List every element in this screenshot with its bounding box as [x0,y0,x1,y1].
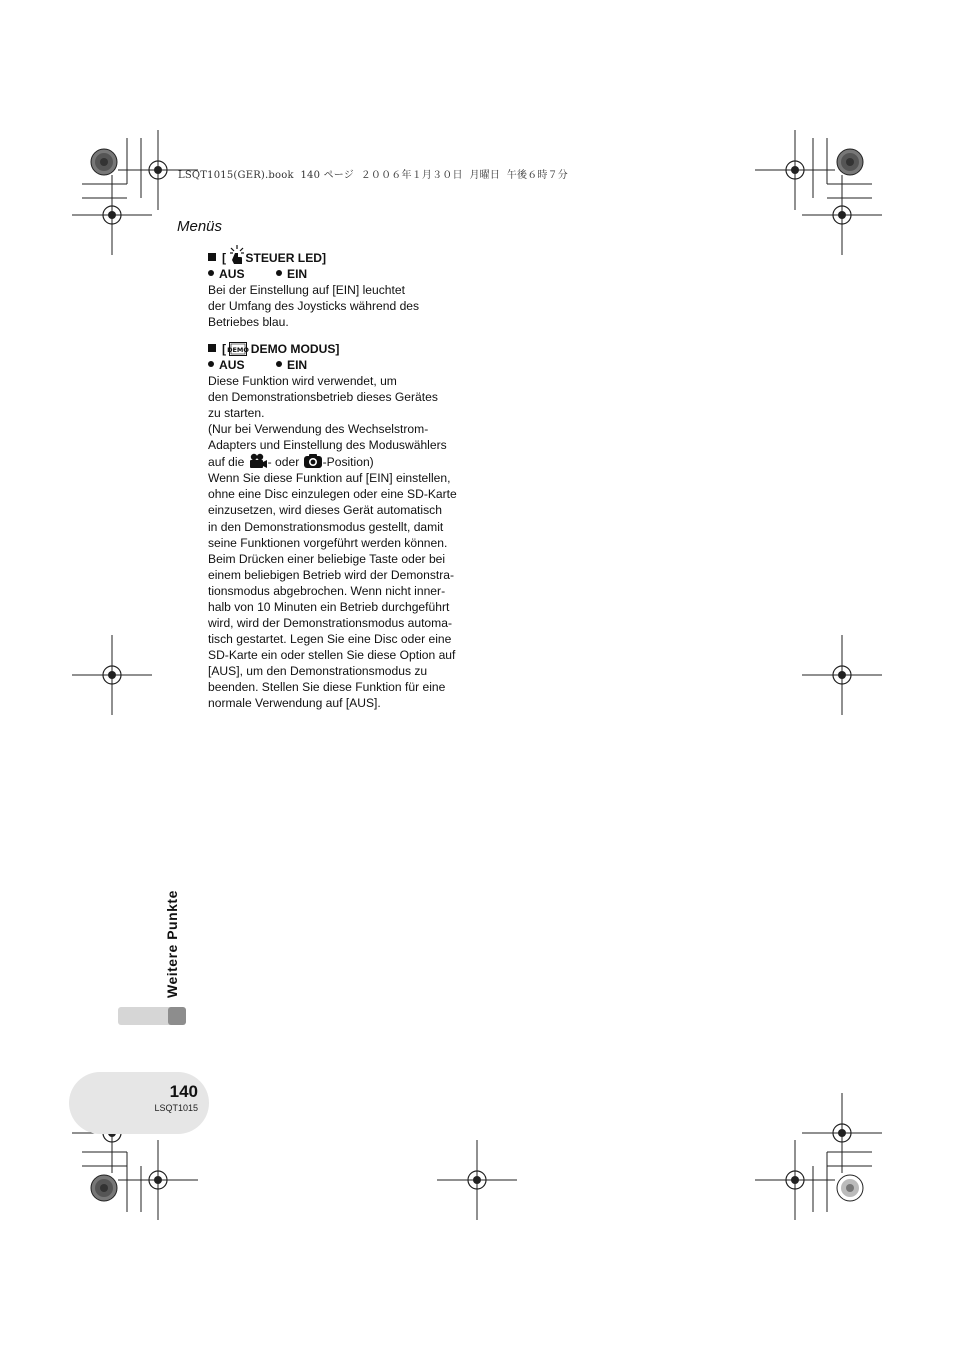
photo-camera-icon [303,453,323,469]
text-line: einzusetzen, wird dieses Gerät automatisch [208,503,442,518]
text-line: (Nur bei Verwendung des Wechselstrom- [208,422,429,437]
steuer-led-heading-text: STEUER LED] [245,251,327,265]
text-line: [AUS], um den Demonstrationsmodus zu [208,663,428,678]
text-line: Betriebes blau. [208,315,289,330]
option-ein: EIN [287,358,308,373]
text-line: seine Funktionen vorgeführt werden können. [208,535,448,550]
demo-modus-section [208,341,476,711]
text-line: wird, wird der Demonstrationsmodus automa- [208,615,452,630]
svg-text:DEMO: DEMO [227,346,250,354]
text-line: tionsmodus abgebrochen. Wenn nicht inner- [208,583,446,598]
text-line: den Demonstrationsbetrieb dieses Gerätes [208,390,438,405]
text-line: tisch gestartet. Legen Sie eine Disc oder eine [208,631,452,646]
corner-mark-top-right [755,130,882,255]
option-aus: AUS [219,358,245,373]
position-line: auf die - oder -Position) [208,455,374,470]
text-line: einem beliebigen Betrieb wird der Demonstra- [208,567,455,582]
demo-icon [227,342,250,356]
corner-mark-top-left [72,130,198,255]
chapter-tab-marker [168,1007,186,1025]
option-ein: EIN [287,267,308,282]
text-line: Diese Funktion wird verwendet, um [208,374,397,389]
demo-modus-heading-text: DEMO MODUS] [250,342,340,356]
text-line: Wenn Sie diese Funktion auf [EIN] einstellen, [208,471,451,486]
text-line: Adapters und Einstellung des Moduswählers [208,438,447,453]
text-line: der Umfang des Joysticks während des [208,299,420,314]
text-line: Bei der Einstellung auf [EIN] leuchtet [208,283,405,298]
steuer-led-icon [229,245,245,265]
text-line: halb von 10 Minuten ein Betrieb durchgeführt [208,599,450,614]
corner-mark-bottom-right [755,1093,882,1220]
bottom-center-mark [437,1140,517,1220]
option-aus: AUS [219,267,245,282]
print-header: LSQT1015(GER).book 140 ページ ２００６年１月３０日 月曜日 午後６時７分 [178,170,569,181]
steuer-led-heading: [ STEUER LED] [208,245,476,266]
demo-modus-heading: [ DEMO DEMO MODUS] [208,341,476,357]
square-bullet-icon [208,253,216,261]
text-line: SD-Karte ein oder stellen Sie diese Option auf [208,647,456,662]
text-line: zu starten. [208,406,265,421]
mid-mark-left [72,635,152,715]
text-line: in den Demonstrationsmodus gestellt, damit [208,519,444,534]
video-camera-icon [248,453,268,469]
chapter-tab-bar [118,1007,174,1025]
text-line: Beim Drücken einer beliebige Taste oder bei [208,551,446,566]
text-line: beenden. Stellen Sie diese Funktion für eine [208,679,446,694]
steuer-led-options [208,266,476,282]
demo-modus-options [208,357,476,373]
steuer-led-section [208,245,476,330]
section-title: Menüs [177,218,223,235]
mid-mark-right [802,635,882,715]
square-bullet-icon [208,344,216,352]
text-line: ohne eine Disc einzulegen oder eine SD-Karte [208,487,457,502]
text-line: normale Verwendung auf [AUS]. [208,696,381,711]
model-code: LSQT1015 [154,1103,198,1113]
page-number: 140 [169,1082,198,1101]
side-chapter-label: Weitere Punkte [164,890,180,998]
